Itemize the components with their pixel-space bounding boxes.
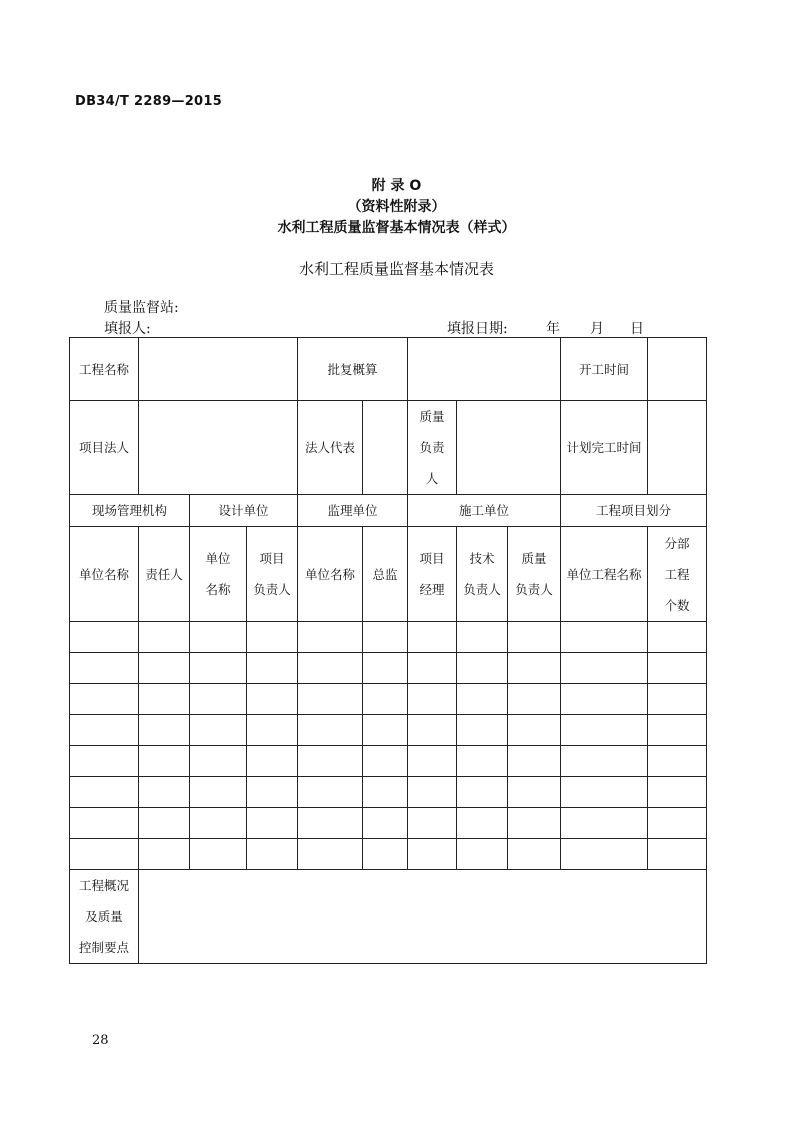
table-cell <box>508 839 561 870</box>
table-row <box>70 684 707 715</box>
design-lead-header: 项目 负责人 <box>247 527 298 622</box>
legal-rep-label: 法人代表 <box>298 401 363 495</box>
quality-lead-header: 质量 负责人 <box>508 527 561 622</box>
table-row <box>70 401 707 495</box>
table-cell <box>363 839 408 870</box>
table-cell <box>408 684 457 715</box>
table-cell <box>648 653 707 684</box>
responsible-header: 责任人 <box>139 527 190 622</box>
table-cell <box>190 777 247 808</box>
construction-unit-header: 施工单位 <box>408 495 561 527</box>
table-cell <box>648 746 707 777</box>
table-cell <box>561 622 648 653</box>
appendix-type: （资料性附录） <box>347 199 446 215</box>
table-cell <box>70 746 139 777</box>
table-cell <box>363 622 408 653</box>
table-cell <box>298 684 363 715</box>
table-row <box>70 777 707 808</box>
start-time-label: 开工时间 <box>561 338 648 401</box>
table-cell <box>190 715 247 746</box>
project-legal-label: 项目法人 <box>70 401 139 495</box>
appendix-name: 水利工程质量监督基本情况表（样式） <box>277 220 516 236</box>
design-unit-header: 设计单位 <box>190 495 298 527</box>
table-cell <box>247 808 298 839</box>
quality-lead-value <box>457 401 561 495</box>
table-cell <box>408 715 457 746</box>
start-time-value <box>648 338 707 401</box>
table-cell <box>247 653 298 684</box>
project-manager-header: 项目 经理 <box>408 527 457 622</box>
table-cell <box>561 715 648 746</box>
table-cell <box>561 653 648 684</box>
unit-name-header: 单位名称 <box>70 527 139 622</box>
table-cell <box>298 715 363 746</box>
table-cell <box>363 653 408 684</box>
table-cell <box>70 777 139 808</box>
project-name-label: 工程名称 <box>70 338 139 401</box>
approved-budget-value <box>408 338 561 401</box>
table-cell <box>508 715 561 746</box>
table-row <box>70 746 707 777</box>
table-cell <box>408 839 457 870</box>
table-cell <box>70 839 139 870</box>
table-cell <box>408 622 457 653</box>
table-row <box>70 495 707 527</box>
table-cell <box>457 715 508 746</box>
table-cell <box>139 622 190 653</box>
project-name-value <box>139 338 298 401</box>
table-cell <box>648 622 707 653</box>
planned-end-value <box>648 401 707 495</box>
table-row <box>70 715 707 746</box>
table-cell <box>363 777 408 808</box>
table-row <box>70 808 707 839</box>
table-cell <box>508 622 561 653</box>
quality-supervision-table <box>69 337 707 964</box>
table-cell <box>457 622 508 653</box>
table-cell <box>408 777 457 808</box>
document-code: DB34/T 2289—2015 <box>75 94 223 109</box>
table-cell <box>70 808 139 839</box>
station-label: 质量监督站: <box>104 300 179 316</box>
table-cell <box>561 777 648 808</box>
table-cell <box>139 746 190 777</box>
table-cell <box>457 653 508 684</box>
table-cell <box>298 777 363 808</box>
table-row <box>70 653 707 684</box>
table-cell <box>648 715 707 746</box>
table-cell <box>247 777 298 808</box>
table-cell <box>298 653 363 684</box>
table-cell <box>70 653 139 684</box>
table-cell <box>648 808 707 839</box>
table-row <box>70 527 707 622</box>
table-cell <box>247 746 298 777</box>
fill-date-label: 填报日期: <box>447 321 508 337</box>
table-row <box>70 839 707 870</box>
table-cell <box>408 808 457 839</box>
appendix-title: 附 录 O <box>371 178 422 194</box>
supervision-unit-header: 监理单位 <box>298 495 408 527</box>
table-cell <box>298 746 363 777</box>
table-cell <box>70 622 139 653</box>
table-cell <box>363 715 408 746</box>
table-cell <box>247 622 298 653</box>
unit-project-name-header: 单位工程名称 <box>561 527 648 622</box>
year-label: 年 <box>546 321 560 337</box>
planned-end-label: 计划完工时间 <box>561 401 648 495</box>
table-cell <box>457 808 508 839</box>
table-cell <box>561 808 648 839</box>
table-cell <box>457 746 508 777</box>
table-cell <box>648 777 707 808</box>
table-cell <box>247 715 298 746</box>
overview-label: 工程概况 及质量 控制要点 <box>70 870 139 964</box>
table-cell <box>508 684 561 715</box>
table-row <box>70 622 707 653</box>
filler-label: 填报人: <box>104 321 151 337</box>
quality-lead-label: 质量 负责 人 <box>408 401 457 495</box>
table-cell <box>508 746 561 777</box>
table-cell <box>408 653 457 684</box>
table-cell <box>561 684 648 715</box>
table-cell <box>298 839 363 870</box>
legal-rep-value <box>363 401 408 495</box>
table-cell <box>508 808 561 839</box>
table-cell <box>190 746 247 777</box>
table-cell <box>648 684 707 715</box>
table-cell <box>363 684 408 715</box>
page-number: 28 <box>92 1033 109 1048</box>
design-unit-name-header: 单位 名称 <box>190 527 247 622</box>
table-cell <box>298 622 363 653</box>
table-cell <box>363 746 408 777</box>
sub-project-count-header: 分部 工程 个数 <box>648 527 707 622</box>
table-cell <box>190 839 247 870</box>
table-cell <box>70 684 139 715</box>
table-cell <box>190 684 247 715</box>
supervision-unit-name-header: 单位名称 <box>298 527 363 622</box>
table-cell <box>190 653 247 684</box>
table-cell <box>408 746 457 777</box>
table-cell <box>247 839 298 870</box>
table-cell <box>139 839 190 870</box>
table-cell <box>139 777 190 808</box>
table-cell <box>190 622 247 653</box>
form-title: 水利工程质量监督基本情况表 <box>298 260 494 278</box>
project-legal-value <box>139 401 298 495</box>
table-cell <box>247 684 298 715</box>
project-division-header: 工程项目划分 <box>561 495 707 527</box>
table-cell <box>457 684 508 715</box>
table-cell <box>561 746 648 777</box>
table-row <box>70 870 707 964</box>
table-row <box>70 338 707 401</box>
table-cell <box>457 777 508 808</box>
table-cell <box>648 839 707 870</box>
table-cell <box>508 653 561 684</box>
overview-value <box>139 870 707 964</box>
site-org-header: 现场管理机构 <box>70 495 190 527</box>
tech-lead-header: 技术 负责人 <box>457 527 508 622</box>
table-cell <box>70 715 139 746</box>
table-cell <box>139 653 190 684</box>
table-cell <box>139 715 190 746</box>
table-cell <box>561 839 648 870</box>
table-cell <box>457 839 508 870</box>
table-cell <box>298 808 363 839</box>
table-cell <box>190 808 247 839</box>
month-label: 月 <box>590 321 604 337</box>
table-cell <box>139 684 190 715</box>
table-cell <box>363 808 408 839</box>
approved-budget-label: 批复概算 <box>298 338 408 401</box>
table-cell <box>508 777 561 808</box>
table-cell <box>139 808 190 839</box>
chief-supervisor-header: 总监 <box>363 527 408 622</box>
day-label: 日 <box>630 321 644 337</box>
